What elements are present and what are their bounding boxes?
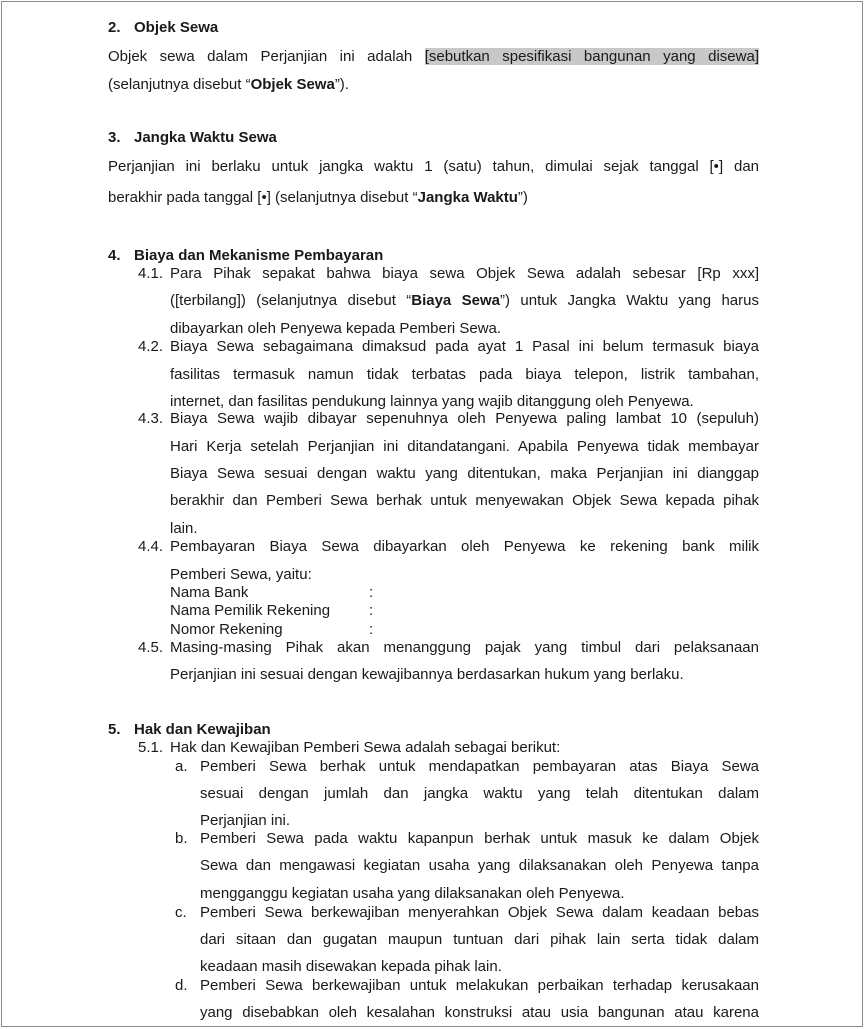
item-d-line-2: yang disebabkan oleh kesalahan konstruksi atau usia bangunan atau karena	[200, 1004, 759, 1021]
item-c-line-1: Pemberi Sewa berkewajiban menyerahkan Objek Sewa dalam keadaan bebas	[200, 904, 759, 921]
item-a-line-3: Perjanjian ini.	[200, 812, 291, 829]
section-4-heading: 4. Biaya dan Mekanisme Pembayaran	[108, 247, 384, 264]
account-number-label: Nomor Rekening	[170, 621, 283, 638]
clause-5-1-label: 5.1.	[138, 739, 164, 756]
clause-4-2-label: 4.2.	[138, 338, 164, 355]
bank-name-colon: :	[369, 584, 374, 601]
clause-4-1-line-3: dibayarkan oleh Penyewa kepada Pemberi Sewa.	[170, 320, 502, 337]
clause-4-3-line-3: Biaya Sewa sesuai dengan waktu yang ditentukan, maka Perjanjian ini dianggap	[170, 465, 759, 482]
account-number-colon: :	[369, 621, 374, 638]
item-c-label: c.	[175, 904, 187, 921]
bank-name-label: Nama Bank	[170, 584, 249, 601]
section-2-line-1: Objek sewa dalam Perjanjian ini adalah [sebutkan spesifikasi bangunan yang disewa]	[108, 48, 759, 65]
clause-4-2-line-2: fasilitas termasuk namun tidak terbatas pada biaya telepon, listrik tambahan,	[170, 366, 759, 383]
section-3-line-2: berakhir pada tanggal [•] (selanjutnya disebut “Jangka Waktu”)	[108, 189, 528, 206]
item-d-label: d.	[175, 977, 188, 994]
section-2-line-2: (selanjutnya disebut “Objek Sewa”).	[108, 76, 349, 93]
item-d-line-1: Pemberi Sewa berkewajiban untuk melakukan perbaikan terhadap kerusakaan	[200, 977, 759, 994]
clause-4-3-line-2: Hari Kerja setelah Perjanjian ini ditandatangani. Apabila Penyewa tidak membayar	[170, 438, 759, 455]
section-3-heading: 3. Jangka Waktu Sewa	[108, 129, 277, 146]
item-b-line-3: mengganggu kegiatan usaha yang dilaksanakan oleh Penyewa.	[200, 885, 625, 902]
section-2-heading: 2. Objek Sewa	[108, 19, 219, 36]
clause-4-5-line-1: Masing-masing Pihak akan menanggung pajak yang timbul dari pelaksanaan	[170, 639, 759, 656]
clause-4-3-line-4: berakhir dan Pemberi Sewa berhak untuk menyewakan Objek Sewa kepada pihak	[170, 492, 759, 509]
item-b-line-1: Pemberi Sewa pada waktu kapanpun berhak untuk masuk ke dalam Objek	[200, 830, 759, 847]
item-c-line-3: keadaan masih disewakan kepada pihak lain.	[200, 958, 502, 975]
item-a-line-2: sesuai dengan jumlah dan jangka waktu yang telah ditentukan dalam	[200, 785, 759, 802]
clause-4-3-line-1: Biaya Sewa wajib dibayar sepenuhnya oleh Penyewa paling lambat 10 (sepuluh)	[170, 410, 759, 427]
section-5-heading: 5. Hak dan Kewajiban	[108, 721, 271, 738]
clause-4-3-label: 4.3.	[138, 410, 164, 427]
item-c-line-2: dari sitaan dan gugatan maupun tuntuan dari pihak lain serta tidak dalam	[200, 931, 759, 948]
clause-4-4-line-1: Pembayaran Biaya Sewa dibayarkan oleh Penyewa ke rekening bank milik	[170, 538, 759, 555]
clause-4-2-line-3: internet, dan fasilitas pendukung lainnya yang wajib ditanggung oleh Penyewa.	[170, 393, 694, 410]
clause-4-5-label: 4.5.	[138, 639, 164, 656]
clause-4-4-label: 4.4.	[138, 538, 164, 555]
clause-4-3-line-5: lain.	[170, 520, 198, 537]
clause-4-2-line-1: Biaya Sewa sebagaimana dimaksud pada ayat 1 Pasal ini belum termasuk biaya	[170, 338, 759, 355]
section-3-line-1: Perjanjian ini berlaku untuk jangka waktu 1 (satu) tahun, dimulai sejak tanggal [•] dan	[108, 158, 759, 175]
section-3-title: Jangka Waktu Sewa	[134, 129, 277, 146]
item-a-line-1: Pemberi Sewa berhak untuk mendapatkan pembayaran atas Biaya Sewa	[200, 758, 759, 775]
highlighted-placeholder: [sebutkan spesifikasi bangunan yang disewa]	[424, 48, 759, 65]
item-b-label: b.	[175, 830, 188, 847]
document-page	[1, 1, 863, 1027]
clause-4-1-label: 4.1.	[138, 265, 164, 282]
section-4-title: Biaya dan Mekanisme Pembayaran	[134, 247, 384, 264]
item-a-label: a.	[175, 758, 188, 775]
section-5-title: Hak dan Kewajiban	[134, 721, 271, 738]
item-b-line-2: Sewa dan mengawasi kegiatan usaha yang dilaksanakan oleh Penyewa tanpa	[200, 857, 759, 874]
account-owner-label: Nama Pemilik Rekening	[170, 602, 331, 619]
section-2-title: Objek Sewa	[134, 19, 219, 36]
account-owner-colon: :	[369, 602, 374, 619]
clause-5-1-line-1: Hak dan Kewajiban Pemberi Sewa adalah sebagai berikut:	[170, 739, 561, 756]
clause-4-1-line-2: ([terbilang]) (selanjutnya disebut “Biaya Sewa”) untuk Jangka Waktu yang harus	[170, 292, 759, 309]
clause-4-5-line-2: Perjanjian ini sesuai dengan kewajibannya berdasarkan hukum yang berlaku.	[170, 666, 684, 683]
clause-4-4-line-2: Pemberi Sewa, yaitu:	[170, 566, 312, 583]
clause-4-1-line-1: Para Pihak sepakat bahwa biaya sewa Objek Sewa adalah sebesar [Rp xxx]	[170, 265, 759, 282]
